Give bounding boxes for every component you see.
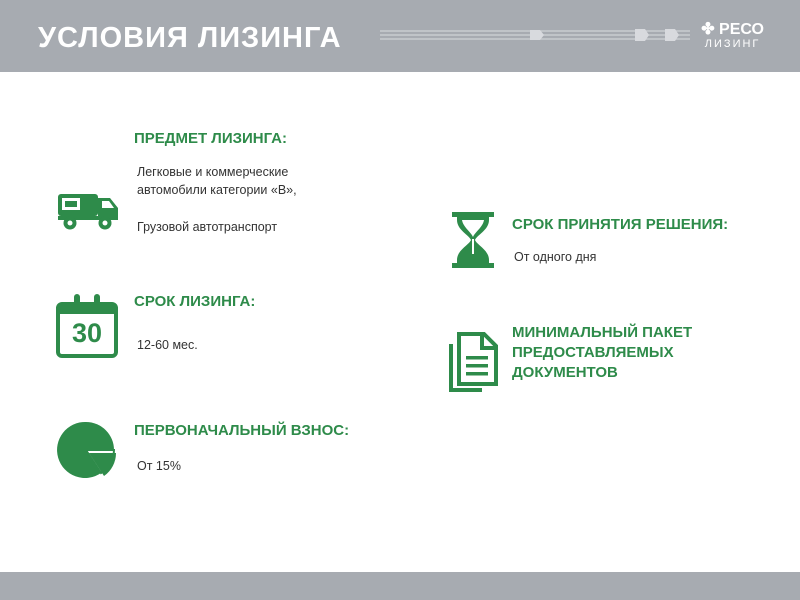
page-title: УСЛОВИЯ ЛИЗИНГА (38, 22, 342, 54)
footer-bar (0, 572, 800, 600)
header-decoration (380, 28, 690, 42)
subject-text-line3: Грузовой автотранспорт (137, 220, 278, 234)
downpayment-text: От 15% (137, 459, 181, 473)
documents-title-line2: ПРЕДОСТАВЛЯЕМЫХ (512, 344, 674, 361)
downpayment-title: ПЕРВОНАЧАЛЬНЫЙ ВЗНОС: (134, 422, 350, 439)
documents-title-line3: ДОКУМЕНТОВ (512, 364, 618, 381)
hourglass-icon (450, 210, 496, 270)
documents-title-line1: МИНИМАЛЬНЫЙ ПАКЕТ (512, 324, 693, 341)
term-title: СРОК ЛИЗИНГА: (134, 293, 256, 310)
subject-text-line1: Легковые и коммерческие (137, 165, 289, 179)
decision-title: СРОК ПРИНЯТИЯ РЕШЕНИЯ: (512, 216, 729, 233)
documents-icon (446, 332, 498, 394)
pie-chart-icon (56, 418, 120, 482)
term-text: 12-60 мес. (137, 338, 198, 352)
logo-line2: ЛИЗИНГ (704, 38, 761, 50)
decision-text: От одного дня (514, 250, 597, 264)
calendar-number: 30 (71, 318, 103, 348)
logo-line1: ✤ РЕСО (701, 21, 764, 38)
header-bar (0, 0, 800, 72)
subject-title: ПРЕДМЕТ ЛИЗИНГА: (134, 130, 288, 147)
truck-icon (56, 184, 120, 234)
company-logo (701, 22, 764, 51)
subject-text-line2: автомобили категории «В», (137, 183, 297, 197)
calendar-icon (56, 292, 118, 358)
